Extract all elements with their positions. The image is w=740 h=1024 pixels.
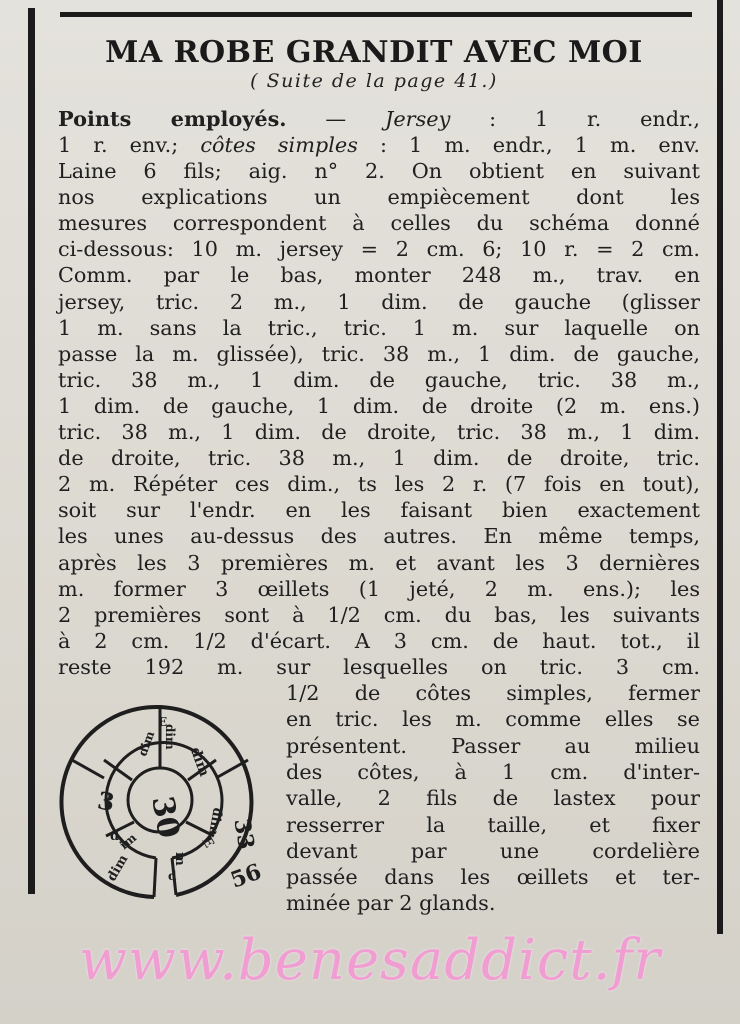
- text-line: 2 m. Répéter ces dim., ts les 2 r. (7 fois en tout),: [58, 472, 700, 497]
- lead-separator: —: [286, 107, 385, 131]
- diagram-side-label: 33: [228, 816, 260, 852]
- diagram-dim-label-4: dim: [135, 729, 158, 759]
- text-line-1-rest: : 1 r. endr.,: [450, 107, 700, 131]
- lead-heading: Points employés.: [58, 106, 287, 131]
- text-line: Comm. par le bas, monter 248 m., trav. en: [58, 263, 700, 288]
- text-line: 2 premières sont à 1/2 cm. du bas, les suivants: [58, 602, 700, 627]
- diagram-inner-label: 30: [144, 793, 186, 841]
- article-title: MA ROBE GRANDIT AVEC MOI: [105, 35, 643, 70]
- diagram-outer-label: 56: [227, 858, 265, 894]
- text-line-2-rest: : 1 m. endr., 1 m. env.: [357, 133, 700, 157]
- text-line-narrow: présentent. Passer au milieu: [286, 733, 700, 758]
- text-line: jersey, tric. 2 m., 1 dim. de gauche (glisser: [58, 289, 700, 314]
- text-line-narrow: minée par 2 glands.: [286, 891, 496, 916]
- text-line: de droite, tric. 38 m., 1 dim. de droite, tric.: [58, 446, 700, 471]
- text-line-narrow: devant par une cordelière: [286, 838, 700, 863]
- diagram-mark-m: m: [172, 852, 187, 866]
- text-line: après les 3 premières m. et avant les 3 dernières: [58, 550, 700, 575]
- text-line-narrow: passée dans les œillets et ter-: [286, 865, 700, 890]
- text-line-2: [58, 132, 700, 158]
- text-line: m. former 3 œillets (1 jeté, 2 m. ens.); les: [58, 576, 700, 601]
- text-line: tric. 38 m., 1 dim. de droite, tric. 38 m., 1 dim.: [58, 420, 700, 444]
- text-line: tric. 38 m., 1 dim. de gauche, tric. 38 m.,: [58, 367, 700, 392]
- diagram-mark-d: d: [110, 829, 120, 844]
- article-subtitle: ( Suite de la page 41.): [250, 70, 498, 92]
- yoke-diagram: [58, 700, 265, 900]
- text-line: soit sur l'endr. en les faisant bien exactement: [58, 498, 700, 523]
- stitch-name-cotes: côtes simples: [200, 133, 358, 157]
- right-column-rule: [717, 0, 723, 934]
- text-line: passe la m. glissée), tric. 38 m., 1 dim. de gauche,: [58, 341, 700, 366]
- text-line: Laine 6 fils; aig. n° 2. On obtient en suivant: [58, 159, 700, 183]
- text-line: les unes au-dessus des autres. En même temps,: [58, 524, 700, 549]
- stitch-name-jersey: Jersey: [385, 107, 451, 131]
- text-line: reste 192 m. sur lesquelles on tric. 3 cm.: [58, 654, 700, 679]
- text-line: 1 dim. de gauche, 1 dim. de droite (2 m. ens.): [58, 393, 700, 418]
- text-line-narrow: valle, 2 fils de lastex pour: [286, 786, 700, 811]
- text-line: nos explications un empiècement dont les: [58, 185, 700, 210]
- text-line: ci-dessous: 10 m. jersey = 2 cm. 6; 10 r. = 2 cm.: [58, 237, 700, 262]
- text-line-narrow: 1/2 de côtes simples, fermer: [286, 681, 700, 705]
- text-line-narrow: resserrer la taille, et fixer: [286, 812, 700, 837]
- text-line: 1 m. sans la tric., tric. 1 m. sur laquelle on: [58, 315, 700, 340]
- text-line-2-pre: 1 r. env.;: [58, 133, 201, 157]
- diagram-mark-e: E: [158, 715, 168, 729]
- diagram-dim-label-5: dim: [163, 724, 177, 750]
- diagram-dim-label-2: dim: [205, 806, 225, 837]
- diagram-dim-label-1: dim: [186, 745, 213, 779]
- watermark-url: www.benesaddict.fr: [78, 928, 662, 993]
- text-line-1: [58, 106, 700, 132]
- diagram-mark-e2: E: [198, 834, 217, 851]
- top-rule: [60, 12, 692, 17]
- diagram-dim-label-3: dim: [104, 852, 132, 884]
- diagram-mark-d2: d: [168, 869, 177, 883]
- diagram-mark-im: im: [116, 830, 140, 853]
- text-line: à 2 cm. 1/2 d'écart. A 3 cm. de haut. tot., il: [58, 628, 700, 653]
- text-line-narrow: des côtes, à 1 cm. d'inter-: [286, 759, 700, 784]
- diagram-left-label: 3: [95, 785, 117, 817]
- text-line: mesures correspondent à celles du schéma donné: [58, 211, 700, 236]
- left-column-rule: [28, 8, 35, 894]
- text-line-narrow: en tric. les m. comme elles se: [286, 707, 700, 732]
